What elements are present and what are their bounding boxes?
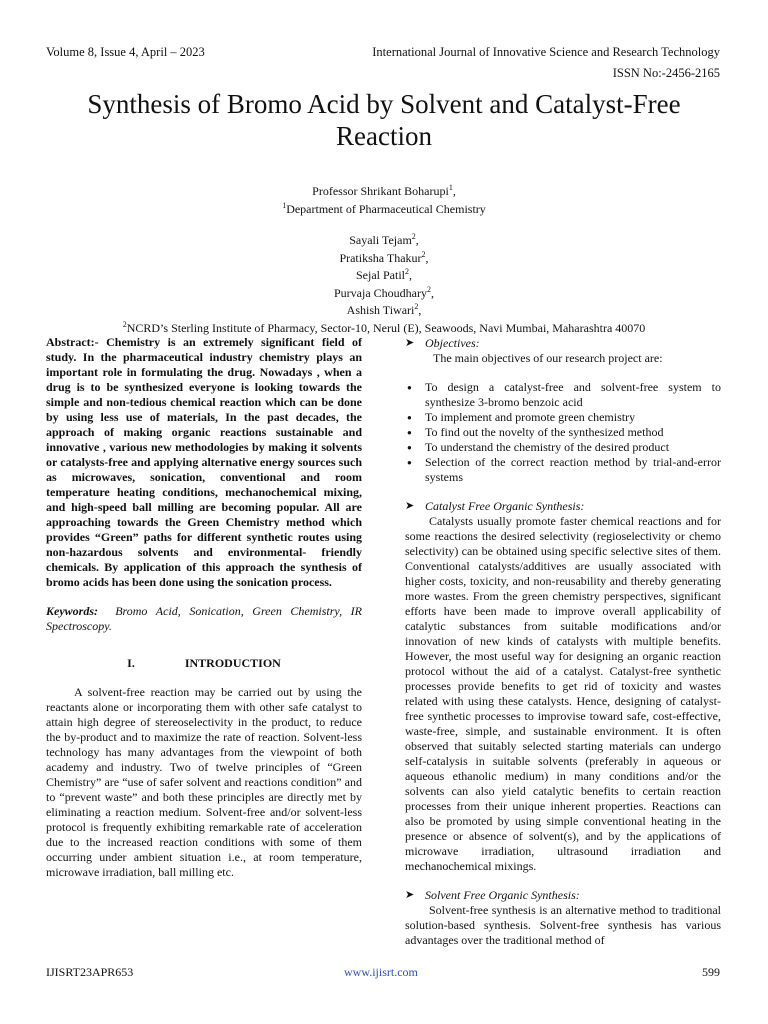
keywords: Keywords: Bromo Acid, Sonication, Green Chemistry, IR Spectroscopy. <box>46 604 363 633</box>
footer-page-number: 599 <box>702 965 720 979</box>
header-journal: International Journal of Innovative Science and Research Technology <box>372 45 720 59</box>
list-item: ● To find out the novelty of the synthesized method <box>405 425 721 440</box>
solvent-free-heading: ➤ Solvent Free Organic Synthesis: <box>405 888 721 903</box>
header-volume: Volume 8, Issue 4, April – 2023 <box>46 45 205 59</box>
left-column <box>46 335 362 880</box>
author-department: $^1$Department of Pharmaceutical Chemistry <box>282 200 486 216</box>
footer-paper-id: IJISRT23APR653 <box>46 965 134 979</box>
catalyst-free-heading: ➤ Catalyst Free Organic Synthesis: <box>405 499 721 514</box>
catalyst-free-text: Catalysts usually promote faster chemical reactions and for some reactions the desired selectivity (regioselectivity or chemo selectivity) can be obtained using specific selective sites of them. Conventional catalysts/additives are usually associated with higher costs, toxicity, and non-reusability and thereby generating more wastes. From the green chemistry perspectives, significant efforts have been made to improve overall applicability of catalytic substances from suitable modifications and/or innovation of new kinds of catalysts with multiple benefits. However, the most useful way for designing an organic reaction protocol without the aid of a catalyst. Catalyst-free synthetic processes provide benefits to get rid of toxicity and wastes related with using these catalysts. Hence, designing of catalyst-free synthetic processes to improvise toward safe, cost-effective, waste-free, simple, and sustainable environment. It is often observed that suitably selected starting materials can undergo self-catalysis in suitable solvents (preferably in aqueous or aqueous ethanolic medium) in many conditions and/or the solvents can also yield catalytic benefits to certain reaction processes from their unique inherent properties. Reactions can also be promoted by using simple conventional heating in the presence or absence of solvent(s), and by the applications of microwave irradiation, ultrasound irradiation and mechanochemical mixings. <box>405 514 721 873</box>
author-block <box>40 181 728 335</box>
header-issn: ISSN No:-2456-2165 <box>612 66 720 80</box>
objectives-list <box>405 380 721 485</box>
right-column <box>405 336 721 948</box>
author-item: Ashish Tiwari$^2$, <box>346 302 422 317</box>
objectives-intro: The main objectives of our research project are: <box>433 351 663 365</box>
list-item: ● To design a catalyst-free and solvent-free system to synthesize 3-bromo benzoic acid <box>405 380 721 410</box>
author-lead: Professor Shrikant Boharupi$^1$, <box>312 183 456 198</box>
list-item: ● Selection of the correct reaction method by trial-and-error systems <box>405 455 721 485</box>
footer-website-link[interactable]: www.ijisrt.com <box>344 965 418 979</box>
abstract: Abstract:- Chemistry is an extremely significant field of study. In the pharmaceutical industry chemistry plays an important role in formulating the drug. Nowadays , when a drug is to be synthesized everyone is looking towards the simple and non-tedious chemical reaction which can be done by using less use of materials, In the past decades, the approach of making organic reactions sustainable and innovative , various new methodologies by making it solvents or catalysts-free and applying alternative energy sources such as microwaves, sonication, conventional and room temperature heating conditions, mechanochemical mixing, and high-speed ball milling are becoming popular. All are approaching towards the Green Chemistry method which provides “Green” paths for different synthetic routes using non-hazardous solvents and environmental- friendly chemicals. By application of this approach the synthesis of bromo acids has been done using the sonication process. <box>46 335 362 589</box>
solvent-free-text: Solvent-free synthesis is an alternative method to traditional solution-based synthesis. Solvent-free synthesis has various advantages over the traditional method of <box>405 903 721 947</box>
author-affiliation: $^2$NCRD’s Sterling Institute of Pharmacy, Sector-10, Nerul (E), Seawoods, Navi Mumbai, Maharashtra 40070 <box>122 319 646 335</box>
objectives-heading: ➤ Objectives: <box>405 336 721 351</box>
author-item: Sayali Tejam$^2$, <box>349 232 419 247</box>
introduction-text: A solvent-free reaction may be carried out by using the reactants alone or incorporating them with other safe catalyst to attain high degree of stereoselectivity in the product, to reduce the by-product and to maximize the rate of reaction. Solvent-less technology has many advantages from the viewpoint of both academy and industry. Two of twelve principles of “Green Chemistry” are “use of safer solvent and reactions condition” and to “prevent waste” and both these principles are directly met by eliminating a reaction medium. Solvent-free and/or solvent-less protocol is frequently exhibiting remarkable rate of acceleration due to the increased reaction conditions with some of them occurring under ambient situation i.e., at room temperature, microwave irradiation, ball milling etc. <box>46 685 362 879</box>
author-item: Sejal Patil$^2$, <box>356 267 412 282</box>
paper-title: Synthesis of Bromo Acid by Solvent and Catalyst-Free Reaction <box>87 89 681 151</box>
author-item: Pratiksha Thakur$^2$, <box>339 249 429 265</box>
section-heading-introduction: I. INTRODUCTION <box>127 656 281 670</box>
list-item: ● To implement and promote green chemistry <box>405 410 721 425</box>
list-item: ● To understand the chemistry of the desired product <box>405 440 721 455</box>
author-item: Purvaja Choudhary$^2$, <box>334 284 434 300</box>
